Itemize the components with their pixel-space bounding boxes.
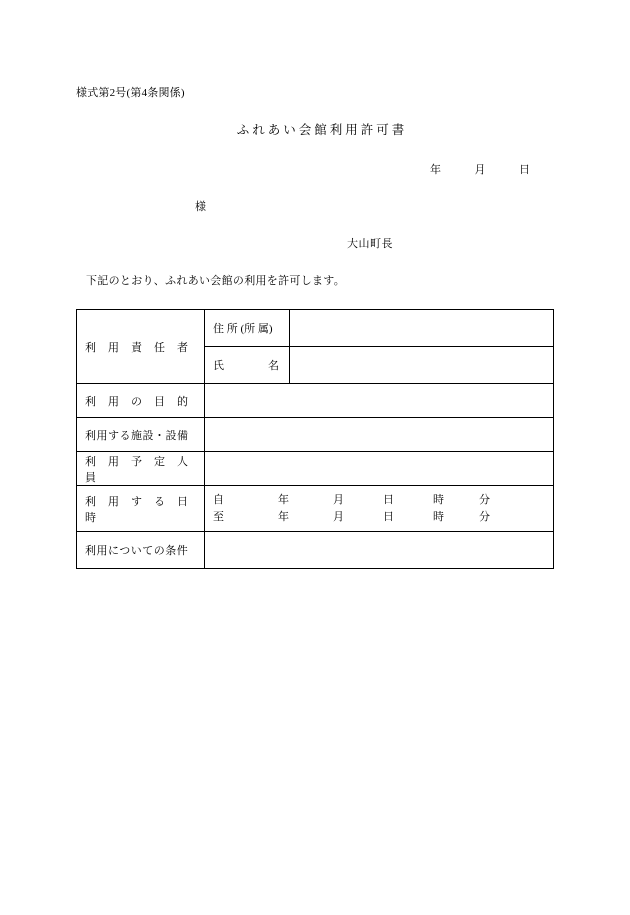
datetime-to-line [213,509,545,526]
date-month-label: 月 [474,164,486,176]
datetime-from-hour: 時 [433,493,444,506]
value-attendance[interactable] [205,452,554,486]
value-conditions[interactable] [205,532,554,569]
value-facilities[interactable] [205,418,554,452]
date-line [430,161,530,177]
datetime-to-minute: 分 [479,510,490,523]
datetime-to-month: 月 [333,510,344,523]
form-number: 様式第2号(第4条関係) [76,87,185,99]
row-label-conditions: 利用についての条件 [77,532,205,569]
datetime-from-line [213,492,545,509]
row-label-attendance: 利 用 予 定 人 員 [77,452,205,486]
lead-text: 下記のとおり、ふれあい会館の利用を許可します。 [86,275,346,287]
table-row [77,452,554,486]
datetime-from-label: 自 [213,493,224,506]
sub-label-address: 住 所 (所 属) [205,310,290,347]
datetime-to-label: 至 [213,510,224,523]
row-label-datetime: 利 用 す る 日 時 [77,486,205,532]
row-label-facilities: 利用する施設・設備 [77,418,205,452]
value-name[interactable] [290,347,554,384]
date-day-label: 日 [519,164,530,176]
datetime-to-year: 年 [278,510,289,523]
value-datetime[interactable] [205,486,554,532]
datetime-to-day: 日 [383,510,394,523]
issuer-name: 大山町長 [347,238,393,250]
page-title: ふれあい会館利用許可書 [236,123,408,137]
addressee-suffix: 様 [195,201,206,213]
row-label-purpose: 利 用 の 目 的 [77,384,205,418]
datetime-to-hour: 時 [433,510,444,523]
value-purpose[interactable] [205,384,554,418]
date-year-label: 年 [430,164,441,176]
table-row [77,310,554,347]
sub-label-name: 氏 名 [205,347,290,384]
permit-form-table [76,309,554,569]
datetime-from-year: 年 [278,493,289,506]
datetime-from-day: 日 [383,493,394,506]
value-address[interactable] [290,310,554,347]
table-row [77,486,554,532]
table-row [77,384,554,418]
table-row [77,532,554,569]
table-row [77,418,554,452]
row-label-responsible-person: 利 用 責 任 者 [77,310,205,384]
datetime-from-month: 月 [333,493,344,506]
datetime-from-minute: 分 [479,493,490,506]
